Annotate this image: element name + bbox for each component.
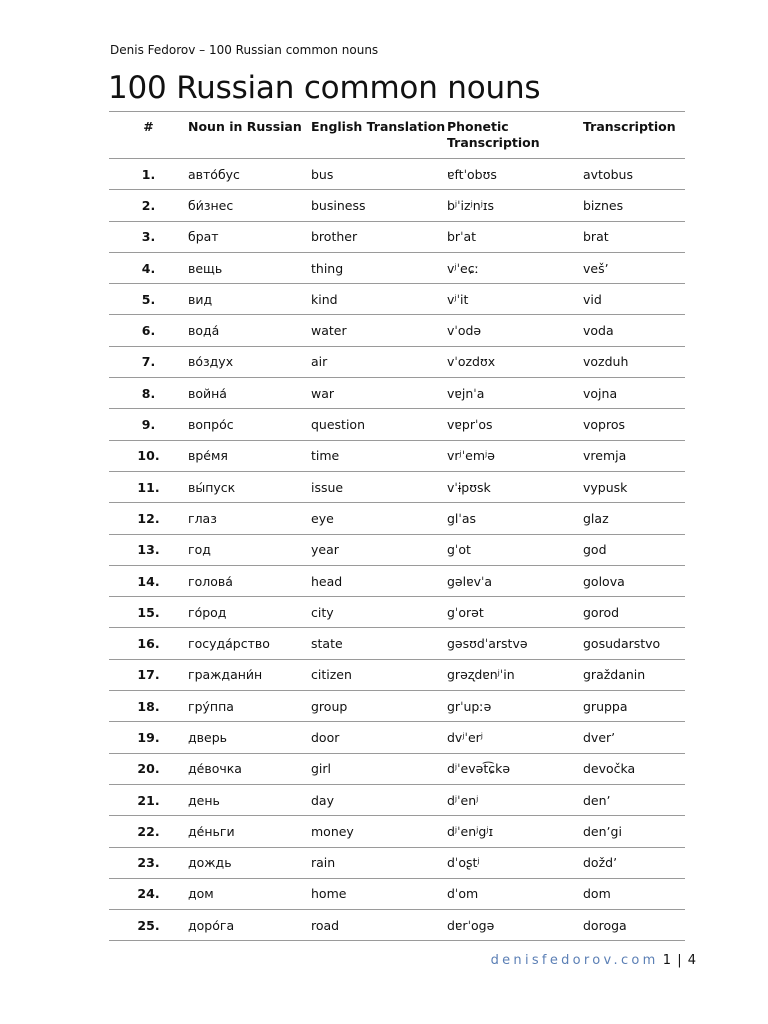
russian-noun: голова́ [188,565,311,596]
latin-transcription: dverʼ [583,722,685,753]
table-row [109,221,685,252]
row-number: 16. [109,628,188,659]
table-row [109,471,685,502]
english-translation: group [311,691,447,722]
table-row [109,628,685,659]
english-translation: year [311,534,447,565]
table-row [109,315,685,346]
row-number: 7. [109,346,188,377]
phonetic-transcription: vɐjnˈa [447,378,583,409]
english-translation: rain [311,847,447,878]
row-number: 19. [109,722,188,753]
phonetic-transcription: dˈom [447,878,583,909]
latin-transcription: voda [583,315,685,346]
table-row [109,190,685,221]
latin-transcription: devočka [583,753,685,784]
footer-separator: | [677,953,682,968]
latin-transcription: brat [583,221,685,252]
running-head: Denis Fedorov – 100 Russian common nouns [110,43,379,57]
english-translation: home [311,878,447,909]
table-row [109,534,685,565]
column-header-number: # [109,112,188,159]
latin-transcription: graždanin [583,659,685,690]
russian-noun: вещь [188,252,311,283]
table-row [109,252,685,283]
phonetic-transcription: vʲˈeɕː [447,252,583,283]
english-translation: war [311,378,447,409]
row-number: 21. [109,784,188,815]
row-number: 22. [109,816,188,847]
column-header-russian: Noun in Russian [188,112,311,159]
page-footer [491,953,696,968]
column-header-transcription: Transcription [583,112,685,159]
table-row [109,878,685,909]
english-translation: thing [311,252,447,283]
phonetic-transcription: vˈozdʊx [447,346,583,377]
row-number: 24. [109,878,188,909]
english-translation: money [311,816,447,847]
latin-transcription: doroga [583,910,685,941]
latin-transcription: gruppa [583,691,685,722]
latin-transcription: vojna [583,378,685,409]
latin-transcription: vremja [583,440,685,471]
latin-transcription: vopros [583,409,685,440]
russian-noun: дом [188,878,311,909]
latin-transcription: god [583,534,685,565]
latin-transcription: glaz [583,503,685,534]
table-row [109,440,685,471]
row-number: 18. [109,691,188,722]
russian-noun: дождь [188,847,311,878]
english-translation: city [311,597,447,628]
english-translation: state [311,628,447,659]
russian-noun: брат [188,221,311,252]
russian-noun: вид [188,284,311,315]
russian-noun: война́ [188,378,311,409]
latin-transcription: gosudarstvo [583,628,685,659]
row-number: 13. [109,534,188,565]
row-number: 2. [109,190,188,221]
english-translation: head [311,565,447,596]
latin-transcription: vypusk [583,471,685,502]
english-translation: eye [311,503,447,534]
table-row [109,753,685,784]
english-translation: water [311,315,447,346]
phonetic-transcription: dʲˈevət͡ɕkə [447,753,583,784]
row-number: 23. [109,847,188,878]
phonetic-transcription: dvʲˈerʲ [447,722,583,753]
phonetic-transcription: dˈoʂtʲ [447,847,583,878]
latin-transcription: vid [583,284,685,315]
russian-noun: во́здух [188,346,311,377]
english-translation: day [311,784,447,815]
russian-noun: вы́пуск [188,471,311,502]
phonetic-transcription: dʲˈenʲgʲɪ [447,816,583,847]
table-row [109,910,685,941]
row-number: 8. [109,378,188,409]
row-number: 15. [109,597,188,628]
russian-noun: вре́мя [188,440,311,471]
column-header-english: English Translation [311,112,447,159]
column-header-phonetic: Phonetic Transcription [447,112,583,159]
russian-noun: день [188,784,311,815]
phonetic-transcription: gəlɐvˈa [447,565,583,596]
table-row [109,816,685,847]
latin-transcription: gorod [583,597,685,628]
page-number: 1 [662,953,672,968]
phonetic-transcription: gˈorət [447,597,583,628]
table-row [109,784,685,815]
phonetic-transcription: dʲˈenʲ [447,784,583,815]
english-translation: air [311,346,447,377]
phonetic-transcription: bʲˈizʲnʲɪs [447,190,583,221]
table-row [109,346,685,377]
table-row [109,597,685,628]
document-title: 100 Russian common nouns [108,70,541,106]
row-number: 25. [109,910,188,941]
phonetic-transcription: gəsʊdˈarstvə [447,628,583,659]
row-number: 3. [109,221,188,252]
row-number: 20. [109,753,188,784]
english-translation: citizen [311,659,447,690]
row-number: 6. [109,315,188,346]
english-translation: kind [311,284,447,315]
table-body [109,159,685,941]
english-translation: time [311,440,447,471]
latin-transcription: vešʼ [583,252,685,283]
nouns-table [109,111,685,941]
phonetic-transcription: ɐftˈobʊs [447,159,583,190]
english-translation: brother [311,221,447,252]
row-number: 10. [109,440,188,471]
row-number: 9. [109,409,188,440]
russian-noun: го́род [188,597,311,628]
latin-transcription: doždʼ [583,847,685,878]
table-row [109,159,685,190]
row-number: 11. [109,471,188,502]
russian-noun: госуда́рство [188,628,311,659]
russian-noun: глаз [188,503,311,534]
latin-transcription: vozduh [583,346,685,377]
russian-noun: вопро́с [188,409,311,440]
russian-noun: де́ньги [188,816,311,847]
phonetic-transcription: grˈupːə [447,691,583,722]
row-number: 12. [109,503,188,534]
latin-transcription: biznes [583,190,685,221]
latin-transcription: denʼgi [583,816,685,847]
russian-noun: гру́ппа [188,691,311,722]
table-row [109,691,685,722]
english-translation: girl [311,753,447,784]
table-row [109,659,685,690]
row-number: 17. [109,659,188,690]
phonetic-transcription: vʲˈit [447,284,583,315]
english-translation: question [311,409,447,440]
latin-transcription: dom [583,878,685,909]
table-row [109,409,685,440]
phonetic-transcription: vɐprˈos [447,409,583,440]
english-translation: road [311,910,447,941]
phonetic-transcription: vrʲˈemʲə [447,440,583,471]
english-translation: bus [311,159,447,190]
latin-transcription: golova [583,565,685,596]
page-total: 4 [687,953,696,968]
phonetic-transcription: brˈat [447,221,583,252]
russian-noun: доро́га [188,910,311,941]
table-row [109,284,685,315]
phonetic-transcription: glˈas [447,503,583,534]
phonetic-transcription: gˈot [447,534,583,565]
footer-site-link[interactable]: denisfedorov.com [490,953,659,968]
english-translation: business [311,190,447,221]
russian-noun: граждани́н [188,659,311,690]
latin-transcription: denʼ [583,784,685,815]
table-header-row [109,112,685,159]
row-number: 5. [109,284,188,315]
phonetic-transcription: vˈɨpʊsk [447,471,583,502]
table-row [109,378,685,409]
russian-noun: год [188,534,311,565]
russian-noun: авто́бус [188,159,311,190]
table-row [109,722,685,753]
russian-noun: де́вочка [188,753,311,784]
phonetic-transcription: grəʐdɐnʲˈin [447,659,583,690]
russian-noun: вода́ [188,315,311,346]
row-number: 14. [109,565,188,596]
row-number: 1. [109,159,188,190]
table-row [109,503,685,534]
english-translation: door [311,722,447,753]
russian-noun: би́знес [188,190,311,221]
table-row [109,847,685,878]
phonetic-transcription: dɐrˈogə [447,910,583,941]
english-translation: issue [311,471,447,502]
row-number: 4. [109,252,188,283]
table-row [109,565,685,596]
phonetic-transcription: vˈodə [447,315,583,346]
latin-transcription: avtobus [583,159,685,190]
russian-noun: дверь [188,722,311,753]
